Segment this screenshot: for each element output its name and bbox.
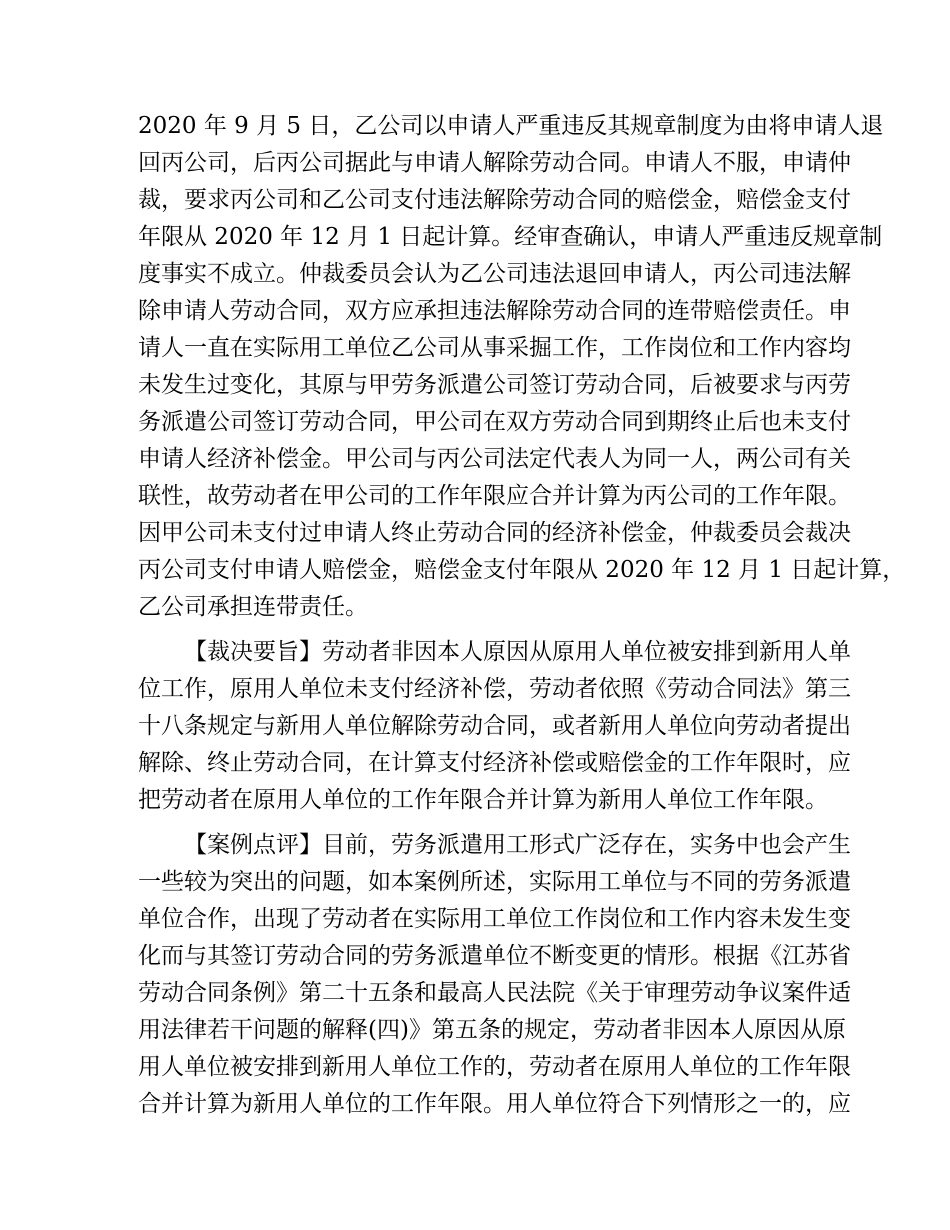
text-line: 解除、终止劳动合同，在计算支付经济补偿或赔偿金的工作年限时，应	[138, 750, 851, 776]
text-line: 十八条规定与新用人单位解除劳动合同，或者新用人单位向劳动者提出	[138, 713, 851, 739]
text-line: 除申请人劳动合同，双方应承担违法解除劳动合同的连带赔偿责任。申	[138, 298, 851, 324]
text-line: 未发生过变化，其原与甲劳务派遣公司签订劳动合同，后被要求与丙劳	[138, 372, 851, 398]
paragraph-case-commentary	[138, 827, 851, 1123]
text-line: 务派遣公司签订劳动合同，甲公司在双方劳动合同到期终止后也未支付	[138, 409, 851, 435]
text-line: 用法律若干问题的解释(四)》第五条的规定，劳动者非因本人原因从原	[138, 1017, 846, 1043]
text-line: 位工作，原用人单位未支付经济补偿，劳动者依照《劳动合同法》第三	[138, 676, 851, 702]
text-line: 【案例点评】目前，劳务派遣用工形式广泛存在，实务中也会产生	[184, 832, 851, 858]
text-line: 请人一直在实际用工单位乙公司从事采掘工作，工作岗位和工作内容均	[138, 335, 851, 361]
text-line: 乙公司承担连带责任。	[138, 594, 368, 620]
paragraph-ruling-summary	[138, 634, 851, 819]
text-line: 回丙公司，后丙公司据此与申请人解除劳动合同。申请人不服，申请仲	[138, 150, 851, 176]
text-line: 度事实不成立。仲裁委员会认为乙公司违法退回申请人，丙公司违法解	[138, 261, 851, 287]
text-line: 因甲公司未支付过申请人终止劳动合同的经济补偿金，仲裁委员会裁决	[138, 520, 851, 546]
text-line: 申请人经济补偿金。甲公司与丙公司法定代表人为同一人，两公司有关	[138, 446, 851, 472]
text-line: 化而与其签订劳动合同的劳务派遣单位不断变更的情形。根据《江苏省	[138, 943, 851, 969]
text-line: 一些较为突出的问题，如本案例所述，实际用工单位与不同的劳务派遣	[138, 869, 851, 895]
paragraph-1	[138, 108, 906, 626]
text-line: 【裁决要旨】劳动者非因本人原因从原用人单位被安排到新用人单	[184, 639, 851, 665]
paragraph-gap	[138, 819, 812, 827]
text-line: 把劳动者在原用人单位的工作年限合并计算为新用人单位工作年限。	[138, 787, 828, 813]
text-line: 联性，故劳动者在甲公司的工作年限应合并计算为丙公司的工作年限。	[138, 483, 851, 509]
paragraph-gap	[138, 626, 812, 634]
text-line: 合并计算为新用人单位的工作年限。用人单位符合下列情形之一的，应	[138, 1091, 851, 1117]
text-line: 丙公司支付申请人赔偿金，赔偿金支付年限从 2020 年 12 月 1 日起计算，	[138, 557, 906, 583]
document-page	[138, 108, 906, 1123]
text-line: 年限从 2020 年 12 月 1 日起计算。经审查确认，申请人严重违反规章制	[138, 224, 883, 250]
text-line: 2020 年 9 月 5 日，乙公司以申请人严重违反其规章制度为由将申请人退	[138, 113, 884, 139]
text-line: 裁，要求丙公司和乙公司支付违法解除劳动合同的赔偿金，赔偿金支付	[138, 187, 851, 213]
text-line: 劳动合同条例》第二十五条和最高人民法院《关于审理劳动争议案件适	[138, 980, 851, 1006]
text-line: 用人单位被安排到新用人单位工作的，劳动者在原用人单位的工作年限	[138, 1054, 851, 1080]
text-line: 单位合作，出现了劳动者在实际用工单位工作岗位和工作内容未发生变	[138, 906, 851, 932]
